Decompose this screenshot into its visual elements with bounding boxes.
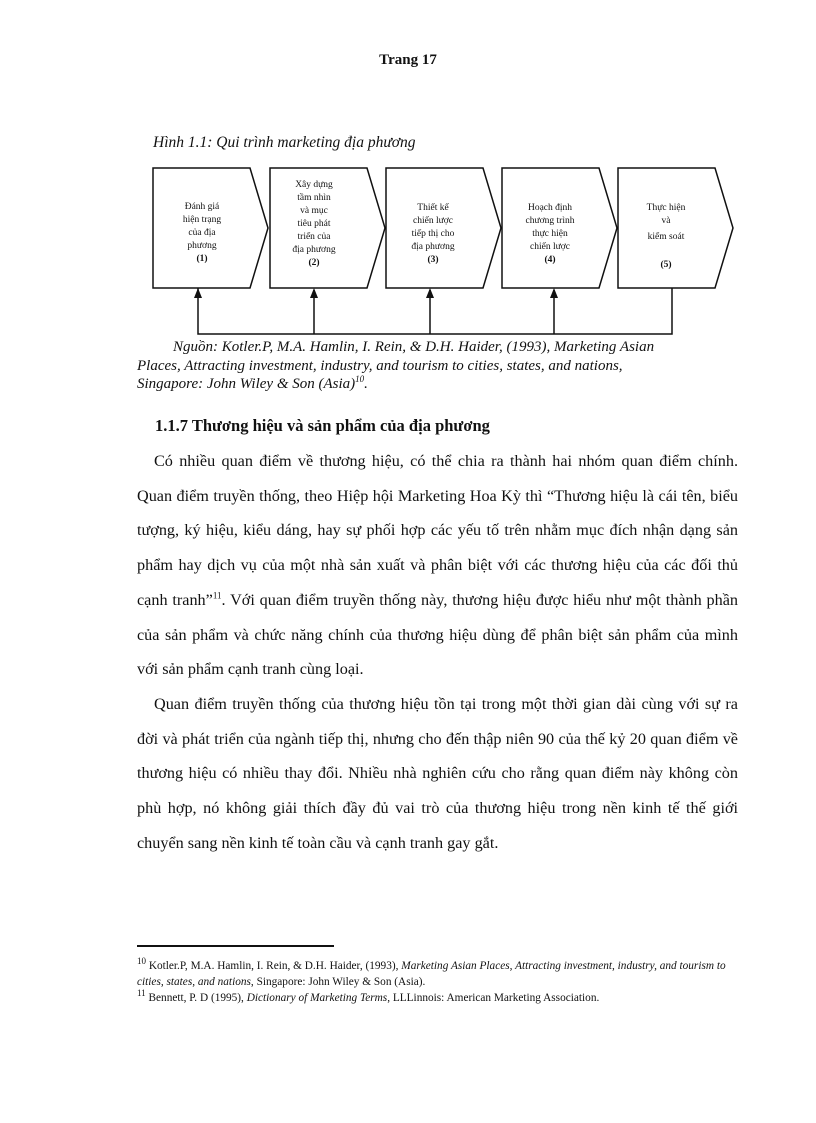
process-step-5-shape	[618, 168, 733, 288]
arrowhead-4	[550, 288, 558, 298]
source-line-1: Nguồn: Kotler.P, M.A. Hamlin, I. Rein, & D.H. Haider, (1993), Marketing Asian	[173, 339, 655, 355]
step-2-line-6: địa phương	[292, 245, 336, 255]
feedback-loop-line	[198, 288, 672, 334]
step-1-line-3: của địa	[188, 228, 216, 238]
arrowhead-3	[426, 288, 434, 298]
arrowhead-1	[194, 288, 202, 298]
figure-caption: Hình 1.1: Qui trình marketing địa phương	[153, 134, 416, 151]
footnote-10-title: Marketing Asian Places, Attracting investment, industry, and tourism to cities, states, and nations	[137, 960, 726, 988]
step-2-line-3: và mục	[300, 206, 328, 216]
footnote-10	[137, 958, 737, 990]
footnote-11-text-b: , LLLinnois: American Marketing Association.	[387, 992, 600, 1004]
step-5-line-1: Thực hiện	[646, 203, 686, 213]
source-line-2: Places, Attracting investment, industry, and tourism to cities, states, and nations,	[137, 357, 623, 374]
step-2-line-4: tiêu phát	[297, 219, 331, 229]
footnote-11-text-a: Bennett, P. D (1995),	[145, 992, 247, 1004]
footnotes	[137, 958, 737, 1006]
step-3-line-4: địa phương	[411, 242, 455, 252]
step-2-line-5: triển của	[297, 232, 331, 242]
step-4-line-4: chiến lược	[530, 242, 570, 252]
source-line-3	[137, 375, 717, 394]
footnote-10-mark: 10	[137, 956, 146, 967]
step-3-line-1: Thiết kế	[417, 203, 449, 213]
paragraph-1	[137, 444, 738, 687]
step-3-line-3: tiếp thị cho	[411, 229, 455, 239]
step-2-line-1: Xây dựng	[295, 180, 333, 190]
step-1-number: (1)	[196, 254, 208, 264]
marketing-process-diagram	[0, 0, 816, 340]
step-5-number: (5)	[660, 260, 672, 270]
step-1-line-4: phương	[187, 241, 217, 251]
process-step-4-shape	[502, 168, 617, 288]
source-line-3-end: .	[364, 376, 368, 392]
footnote-10-text-b: , Singapore: John Wiley & Son (Asia).	[250, 976, 426, 988]
step-2-line-2: tầm nhìn	[297, 193, 331, 203]
paragraph-1-part-a: Có nhiều quan điểm về thương hiệu, có thể chia ra thành hai nhóm quan điểm chính. Quan điểm truyền thống, theo Hiệp hội Marketing Hoa Kỳ thì “Thương hiệu là cái tên, biểu tượng, ký hiệu, kiểu dáng, hay sự phối hợp các yếu tố trên nhằm mục đích nhận dạng sản phẩm hay dịch vụ của một nhà sản xuất và phân biệt với các thương hiệu của các đối thủ cạnh tranh”	[137, 452, 738, 609]
step-3-line-2: chiến lược	[413, 216, 453, 226]
footnote-separator	[137, 945, 334, 947]
source-line-3-text: Singapore: John Wiley & Son (Asia)	[137, 376, 356, 392]
section-title: 1.1.7 Thương hiệu và sản phẩm của địa phương	[155, 416, 490, 435]
body-text	[137, 444, 738, 860]
footnote-10-text-a: Kotler.P, M.A. Hamlin, I. Rein, & D.H. Haider, (1993),	[146, 960, 402, 972]
process-step-3-shape	[386, 168, 501, 288]
step-4-line-3: thực hiện	[532, 229, 568, 239]
page-header: Trang 17	[379, 52, 437, 68]
arrowhead-2	[310, 288, 318, 298]
step-1-line-1: Đánh giá	[184, 202, 220, 212]
step-5-line-2: và	[661, 216, 671, 226]
paragraph-1-footnote-ref: 11	[212, 590, 222, 601]
footnote-11-title: Dictionary of Marketing Terms	[246, 992, 388, 1004]
footnote-11-mark: 11	[137, 988, 146, 999]
figure-source	[137, 338, 717, 394]
source-footnote-ref: 10	[355, 374, 365, 384]
paragraph-2: Quan điểm truyền thống của thương hiệu tồn tại trong một thời gian dài cùng với sự ra đời và phát triển của ngành tiếp thị, nhưng cho đến thập niên 90 của thế kỷ 20 quan điểm về thương hiệu có nhiều thay đổi. Nhiều nhà nghiên cứu cho rằng quan điểm này không còn phù hợp, nó không giải thích đầy đủ vai trò của thương hiệu trong nền kinh tế thế giới chuyển sang nền kinh tế toàn cầu và cạnh tranh gay gắt.	[137, 694, 738, 852]
step-4-line-2: chương trình	[525, 216, 575, 226]
step-2-number: (2)	[308, 258, 320, 268]
step-5-line-3: kiểm soát	[647, 232, 685, 242]
footnote-11	[137, 990, 737, 1006]
paragraph-1-part-b: . Với quan điểm truyền thống này, thương hiệu được hiểu như một thành phần của sản phẩm và chức năng chính của thương hiệu dùng để phân biệt sản phẩm của mình với sản phẩm cạnh tranh cùng loại.	[137, 590, 738, 679]
step-3-number: (3)	[427, 255, 439, 265]
step-1-line-2: hiện trạng	[182, 215, 222, 225]
step-4-number: (4)	[544, 255, 556, 265]
step-4-line-1: Hoạch định	[527, 203, 573, 213]
